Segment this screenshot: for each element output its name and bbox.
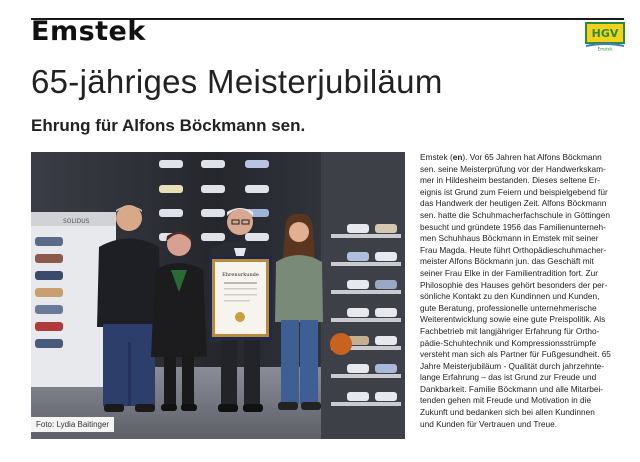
body-prefix: Emstek ( [420, 152, 453, 162]
body-line: meister Alfons Böckmann jun. das Geschäft mit [420, 256, 594, 267]
body-line: und Kunden für Vertrauen und Treue. [420, 418, 557, 429]
body-line: mer in Hildesheim bestanden. Dieses seltene Er- [420, 175, 600, 186]
svg-text:Emstek: Emstek [597, 46, 613, 51]
photo-illustration [31, 152, 405, 439]
article-photo [31, 152, 405, 439]
article-body [420, 152, 627, 430]
body-line: Frau Magda. Heute führt Orthopädieschuhmacher- [420, 244, 607, 255]
body-line: sönliche Kontakt zu den Kundinnen und Kunden, [420, 291, 600, 302]
body-line: Fachbetrieb mit langjähriger Erfahrung für Ortho- [420, 325, 600, 336]
photo-credit: Foto: Lydia Baitinger [31, 417, 114, 432]
body-line: besucht und gründete 1956 das Familienunterneh- [420, 221, 606, 232]
body-first-line-rest: ). Vor 65 Jahren hat Alfons Böckmann [462, 152, 602, 162]
body-line: Zukunft und bedanken sich bei allen Kundinnen [420, 407, 595, 418]
svg-text:HGV: HGV [591, 27, 619, 40]
body-line: sen. hatte die Schuhmacherfachschule in Göttingen [420, 209, 611, 220]
body-line: Philosophie des Hauses gehört besonders der per- [420, 279, 608, 290]
svg-text:Ehrenurkunde: Ehrenurkunde [222, 272, 259, 278]
body-line: Jahre Meisterjubiläum - Qualität durch jahrzehnte- [420, 360, 604, 371]
article-subheadline: Ehrung für Alfons Böckmann sen. [31, 116, 306, 135]
body-line: pädie-Schuhtechnik und Kompressionsstrümpfe [420, 337, 597, 348]
body-line: men Schuhhaus Böckmann in Emstek mit seiner [420, 233, 599, 244]
hgv-logo [584, 21, 626, 51]
section-kicker: Emstek [31, 16, 146, 47]
body-line: sen. seine Meisterprüfung vor der Handwerkskam- [420, 163, 606, 174]
body-line: lange Erfahrung – das ist Grund zur Freude und [420, 372, 597, 383]
body-line: eignis ist Grund zum Feiern und beispielgebend für [420, 186, 608, 197]
body-lines [420, 164, 627, 431]
svg-text:SOLIDUS: SOLIDUS [63, 218, 90, 225]
body-line: seiner Frau Elke in der Familientradition fort. Zur [420, 267, 598, 278]
body-line: tenden gehen mit Freude und Motivation in die [420, 395, 592, 406]
body-line: Weiterentwicklung sowie eine gute Preispolitik. Als [420, 314, 606, 325]
body-line: gute Beratung, professionelle unternehmerische [420, 302, 597, 313]
body-line: versteht man sich als Partner für Fußgesundheit. 65 [420, 349, 611, 360]
body-line: das Handwerk der heutigen Zeit. Alfons Böckmann [420, 198, 607, 209]
certificate-frame [209, 256, 272, 340]
body-line: Dankbarkeit. Familie Böckmann und alle Mitarbei- [420, 383, 604, 394]
article-headline: 65-jähriges Meisterjubiläum [31, 63, 443, 100]
body-line-first [420, 152, 627, 164]
location-tag: en [452, 152, 463, 162]
